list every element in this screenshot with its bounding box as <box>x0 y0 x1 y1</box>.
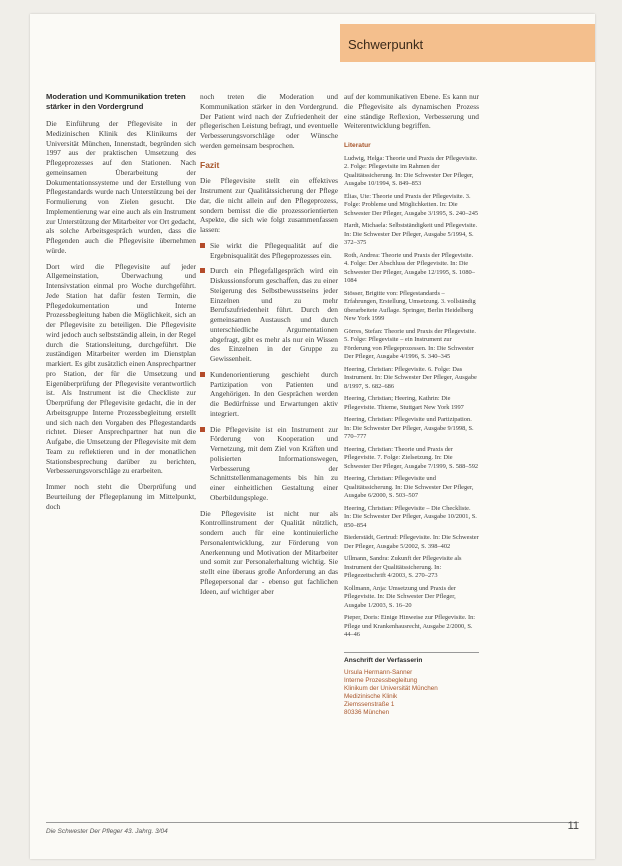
reference-item: Elias, Ute: Theorie und Praxis der Pflegevisite. 3. Folge: Probleme und Möglichkeiten. In: Die Schwester Der Pfleger, Ausgabe 3/1995, S. 240–245 <box>344 192 479 217</box>
column-2 <box>200 92 338 822</box>
paragraph: Dort wird die Pflegevisite auf jeder Allgemeinstation, Überwachung und Intensivstation einmal pro Woche durchgeführt. Jede Station hat dafür festen Termin, die Pflegedokumentation und Interne Prozessbegleitung haben die Möglichkeit, sich an der Pflegevisite zu beteiligen. Die Pflegevisite wird jedoch auch selbstständig allein, in der Regel durch die Stationsleitung, durchgeführt. Die zuständigen Mitarbeiter werden im Dienstplan markiert. Es gibt zusätzlich einen Ansprechpartner pro Station, der für die Umsetzung und Eigenüberprüfung der Pflegevisite verantwortlich ist. Als Instrument ist die Checkliste zur Überprüfung der Pflegevisite gedacht, die in der Arbeitsgruppe Interne Prozessbegleitung erstellt und sich nach den Vorgaben des Pflegestandards richtet. Dieser Ansprechpartner hat nun die Aufgabe, die Umsetzung der Pflegevisite mit dem Team zu reflektieren und in der monatlichen Stationsbesprechung darüber zu berichten, Verbesserungsvorschläge zu erarbeiten. <box>46 261 196 476</box>
author-address <box>344 652 479 717</box>
square-bullet-icon <box>200 268 205 273</box>
bullet-item <box>200 241 338 261</box>
reference-item: Heering, Christian: Theorie und Praxis der Pflegevisite. 7. Folge: Zielsetzung. In: Die Schwester Der Pfleger, Ausgabe 7/1999, S. 588–592 <box>344 445 479 470</box>
address-line: Ziemssenstraße 1 <box>344 700 395 708</box>
address-line: Interne Prozessbegleitung <box>344 676 418 684</box>
paragraph: Die Pflegevisite stellt ein effektives Instrument zur Qualitätssicherung der Pflege dar, die nicht allein auf den Pflegeprozess, sondern bemisst die die prozessorientierten Aspekte, die sich wie folgt zusammenfassen lassen: <box>200 176 338 234</box>
address-heading: Anschrift der Verfasserin <box>344 652 479 666</box>
bullet-text: Kundenorientierung geschieht durch Partizipation von Patienten und Angehörigen. In den Gesprächen werden die Bedürfnisse und Erwartungen aktiv integriert. <box>210 369 338 418</box>
paragraph: Die Einführung der Pflegevisite in der Medizinischen Klinik des Klinikums der Universität München, Innenstadt, begründen sich 1997 aus der praktischen Umsetzung des Pflegeprozesses auf den Stationen. Nach gemeinsamen Überarbeitung der Dokumentationssysteme und der Erstellung von Pflegestandards wurde nach Unterstützung bei der Formulierung von Zielen gesucht. Die Implementierung war eine auch als ein Instrument zur Unterstützung der Mitarbeiter vor Ort gedacht, als solche Arbeitsgespräch wurden, dass die Pflegenden auch die Pflegevisite übernehmen würde. <box>46 119 196 255</box>
bullet-text: Sie wirkt die Pflegequalität auf die Ergebnisqualität des Pflegeprozesses ein. <box>210 240 338 260</box>
bullet-item <box>200 425 338 503</box>
address-line: 80336 München <box>344 708 390 716</box>
reference-item: Heering, Christian; Heering, Kathrin: Die Pflegevisite. Thieme, Stuttgart New York 1997 <box>344 395 464 411</box>
reference-item: Heering, Christian: Pflegevisite und Partizipation. In: Die Schwester Der Pfleger, Ausgabe 9/1998, S. 770–777 <box>344 416 474 441</box>
section-tab-label: Schwerpunkt <box>348 37 424 52</box>
bullet-text: Die Pflegevisite ist ein Instrument zur Förderung von Kooperation und Vernetzung, mit dem Ziel von Kräften und polisierten Informationswegen, Verbesserung der Schnittstellenmanagements bis hin zu einer einheitlichen Gestaltung einer Oberbildungsplege. <box>210 424 338 502</box>
reference-item: Heering, Christian: Pflegevisite – Die Checkliste. In: Die Schwester Der Pfleger, Ausgabe 10/2001, S. 850–854 <box>344 504 477 529</box>
reference-item: Biederstädt, Gertrud: Pflegevisite. In: Die Schwester Der Pfleger, Ausgabe 5/2002, S. 398–402 <box>344 534 479 550</box>
reference-item: Pieper, Doris: Einige Hinweise zur Pflegevisite. In: Pflege und Krankenhausrecht, Ausgabe 2/2000, S. 44–46 <box>344 614 476 639</box>
column-3 <box>344 92 479 822</box>
paragraph: Die Pflegevisite ist nicht nur als Kontrollinstrument der Qualität nützlich, sondern auch für eine kontinuierliche Personalentwicklung, zur Förderung von Anerkennung und Motivation der Mitarbeiter und somit zur Personalerhaltung wichtig. Sie stellt eine überaus große Anforderung an das Pflegepersonal dar - ebenso gut fachlichen Ideen, auf wichtiger aber <box>200 508 338 596</box>
square-bullet-icon <box>200 427 205 432</box>
reference-item: Ludwig, Helga: Theorie und Praxis der Pflegevisite. 2. Folge: Pflegevisite im Rahmen der Qualitätssicherung. In: Die Schwester Der Pfleger, Ausgabe 10/1994, S. 849–853 <box>344 154 478 188</box>
reference-item: Roth, Andrea: Theorie und Praxis der Pflegevisite. 4. Folge: Der Abschluss der Pflegevisite. In: Die Schwester Der Pfleger, Ausgabe 12/1995, S. 1080–1084 <box>344 251 475 285</box>
bullet-item <box>200 266 338 364</box>
reference-item: Hardt, Michaela: Selbstständigkeit und Pflegevisite. In: Die Schwester Der Pfleger, Ausgabe 5/1994, S. 372–375 <box>344 222 478 247</box>
bullet-item <box>200 370 338 419</box>
literature-heading: Literatur <box>344 142 371 149</box>
address-line: Ursula Hermann-Sanner <box>344 668 413 676</box>
page-number: 11 <box>567 820 579 832</box>
address-line: Medizinische Klinik <box>344 692 398 700</box>
reference-item: Heering, Christian: Pflegevisite. 6. Folge: Das Instrument. In: Die Schwester Der Pfleger, Ausgabe 8/1997, S. 682–686 <box>344 365 477 390</box>
square-bullet-icon <box>200 243 205 248</box>
paragraph: auf der kommunikativen Ebene. Es kann nur die Pflegevisite als dynamischen Prozess eine ständige Reflexion, Verbesserung und Weiterentwicklung begriffen. <box>344 92 479 131</box>
journal-page <box>30 14 595 859</box>
address-line: Klinikum der Universität München <box>344 684 438 692</box>
square-bullet-icon <box>200 372 205 377</box>
footer-citation: Die Schwester Der Pfleger 43. Jahrg. 3/04 <box>46 828 168 835</box>
subheading: Moderation und Kommunikation treten stärker in den Vordergrund <box>46 92 186 111</box>
reference-item: Görres, Stefan: Theorie und Praxis der Pflegevisite. 5. Folge: Pflegevisite – ein Instrument zur Förderung von Pflegeprozessen. In: Die Schwester Der Pfleger, Ausgabe 4/1996, S. 340–345 <box>344 327 476 361</box>
footer-rule <box>46 822 579 823</box>
paragraph: noch treten die Moderation und Kommunikation stärker in den Vordergrund. Der Patient wird nach der Zufriedenheit der pflegerischen Leistung befragt, und eventuelle Verbesserungsvorschläge oder Wünsche werden gemeinsam besprochen. <box>200 92 338 150</box>
reference-item: Kollmann, Anja: Umsetzung und Praxis der Pflegevisite. In: Die Schwester Der Pfleger, Ausgabe 1/2003, S. 16–20 <box>344 584 456 609</box>
fazit-heading: Fazit <box>200 159 220 170</box>
reference-list <box>344 155 479 640</box>
column-1 <box>46 92 196 822</box>
reference-item: Stösser, Brigitte von: Pflegestandards – Erfahrungen, Erstellung, Umsetzung. 3. vollständig überarbeitete Auflage. Springer, Berlin Heidelberg New York 1999 <box>344 289 476 323</box>
paragraph: Immer noch steht die Überprüfung und Beurteilung der Pflegeplanung im Mittelpunkt, doch <box>46 482 196 511</box>
section-tab <box>340 24 595 62</box>
reference-item: Heering, Christian: Pflegevisite und Qualitätssicherung. In: Die Schwester Der Pfleger, Ausgabe 6/2000, S. 503–507 <box>344 475 474 500</box>
bullet-text: Durch ein Pflegefallgespräch wird ein Diskussionsforum geschaffen, das zu einer Steigerung des Selbstbewusstseins jeder Einzelnen und zu mehr Berufszufriedenheit führt. Durch den gemeinsamen Austausch und durch unterschiedliche Argumentationen abgefragt, gibt es mehr als nur ein Wissen des Einzelnen in der Gruppe zu Gewissenheit. <box>210 266 338 363</box>
reference-item: Ullmann, Sandra: Zukunft der Pflegevisite als Instrument der Qualitätssicherung. In: Pflegezeitschrift 4/2003, S. 270–273 <box>344 555 462 580</box>
